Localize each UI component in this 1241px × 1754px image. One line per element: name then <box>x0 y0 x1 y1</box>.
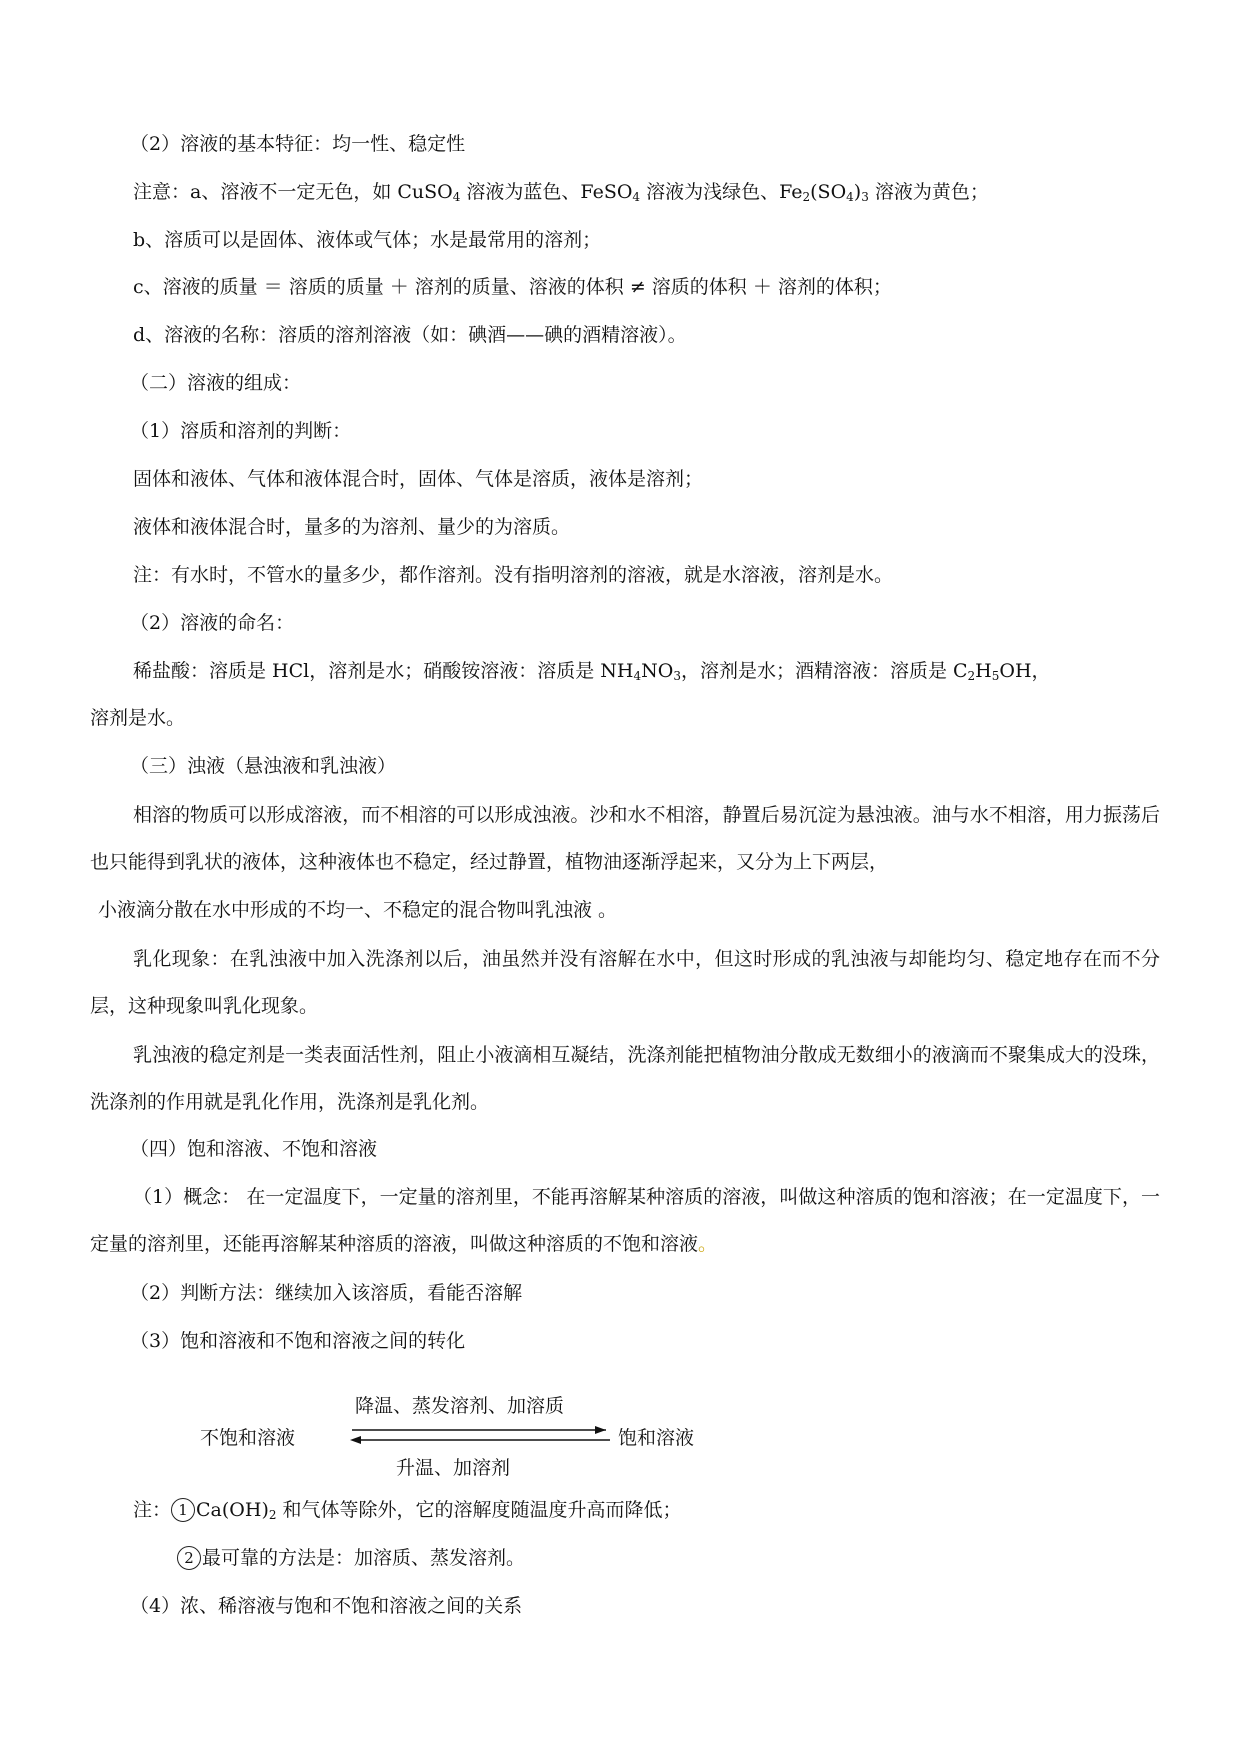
subheading-naming: （2）溶液的命名： <box>130 612 295 634</box>
naming-examples-cont: 溶剂是水。 <box>90 707 186 729</box>
note-d: d、溶液的名称：溶质的溶剂溶液（如：碘酒——碘的酒精溶液）。 <box>133 324 687 346</box>
circled-number-1: 1 <box>171 1498 195 1522</box>
paragraph-stabilizer: 乳浊液的稳定剂是一类表面活性剂，阻止小液滴相互凝结，洗涤剂能把植物油分散成无数细小的液滴而不聚集成大的没珠，洗涤剂的作用就是乳化作用，洗涤剂是乳化剂。 <box>90 1044 1160 1113</box>
paragraph-turbid: 相溶的物质可以形成溶液，而不相溶的可以形成浊液。沙和水不相溶，静置后易沉淀为悬浊液。油与水不相溶，用力振荡后也只能得到乳状的液体，这种液体也不稳定，经过静置，植物油逐渐浮起来，又分为上下两层， <box>90 804 1160 873</box>
note-a: 注意：a、溶液不一定无色，如 CuSO$_4$ 溶液为蓝色、FeSO$_4$ 溶液为浅绿色、$Fe_2(SO_4)_3$ 溶液为黄色； <box>133 181 989 204</box>
section-heading-features: （2）溶液的基本特征：均一性、稳定性 <box>130 133 466 155</box>
subheading-conversion: （3）饱和溶液和不饱和溶液之间的转化 <box>130 1330 466 1352</box>
paragraph-concept: （1）概念： 在一定温度下，一定量的溶剂里，不能再溶解某种溶质的溶液，叫做这种溶质的饱和溶液；在一定温度下，一定量的溶剂里，还能再溶解某种溶质的溶液，叫做这种溶质的不饱和溶液。 <box>90 1186 1160 1255</box>
conversion-diagram <box>180 1392 740 1492</box>
circled-number-2: 2 <box>177 1546 201 1570</box>
section-heading-turbid: （三）浊液（悬浊液和乳浊液） <box>130 755 397 777</box>
note-b: b、溶质可以是固体、液体或气体；水是最常用的溶剂； <box>133 229 602 251</box>
paragraph-turbid-end: 小液滴分散在水中形成的不均一、不稳定的混合物叫乳浊液 。 <box>98 899 618 921</box>
diagram-top-label: 降温、蒸发溶剂、加溶质 <box>355 1395 565 1417</box>
rule-solid-gas: 固体和液体、气体和液体混合时，固体、气体是溶质，液体是溶剂； <box>133 468 704 490</box>
note-c: c、溶液的质量 ＝ 溶质的质量 ＋ 溶剂的质量、溶液的体积 ≠ 溶质的体积 ＋ 溶剂的体积； <box>133 276 892 298</box>
section-heading-saturated: （四）饱和溶液、不饱和溶液 <box>130 1138 378 1160</box>
note-1: 注： 1 $Ca(OH)_2$ 和气体等除外，它的溶解度随温度升高而降低； <box>133 1499 682 1522</box>
naming-examples: 稀盐酸：溶质是 HCl，溶剂是水；硝酸铵溶液：溶质是 $NH_4NO_3$，溶剂是水；酒精溶液：溶质是 $C_2H_5OH$， <box>133 660 1051 683</box>
diagram-left-label: 不饱和溶液 <box>200 1427 296 1449</box>
subheading-method: （2）判断方法：继续加入该溶质，看能否溶解 <box>130 1282 523 1304</box>
note-water: 注：有水时，不管水的量多少，都作溶剂。没有指明溶剂的溶液，就是水溶液，溶剂是水。 <box>133 564 894 586</box>
note-2: 2 最可靠的方法是：加溶质、蒸发溶剂。 <box>177 1544 525 1572</box>
subheading-judgement: （1）溶质和溶剂的判断： <box>130 420 352 442</box>
diagram-bottom-label: 升温、加溶剂 <box>396 1457 511 1479</box>
section-heading-composition: （二）溶液的组成： <box>130 372 302 394</box>
paragraph-emulsification: 乳化现象：在乳浊液中加入洗涤剂以后，油虽然并没有溶解在水中，但这时形成的乳浊液与却能均匀、稳定地存在而不分层，这种现象叫乳化现象。 <box>90 948 1160 1017</box>
diagram-right-label: 饱和溶液 <box>618 1427 695 1449</box>
subheading-relationship: （4）浓、稀溶液与饱和不饱和溶液之间的关系 <box>130 1595 523 1617</box>
rule-liquid-liquid: 液体和液体混合时，量多的为溶剂、量少的为溶质。 <box>133 516 571 538</box>
